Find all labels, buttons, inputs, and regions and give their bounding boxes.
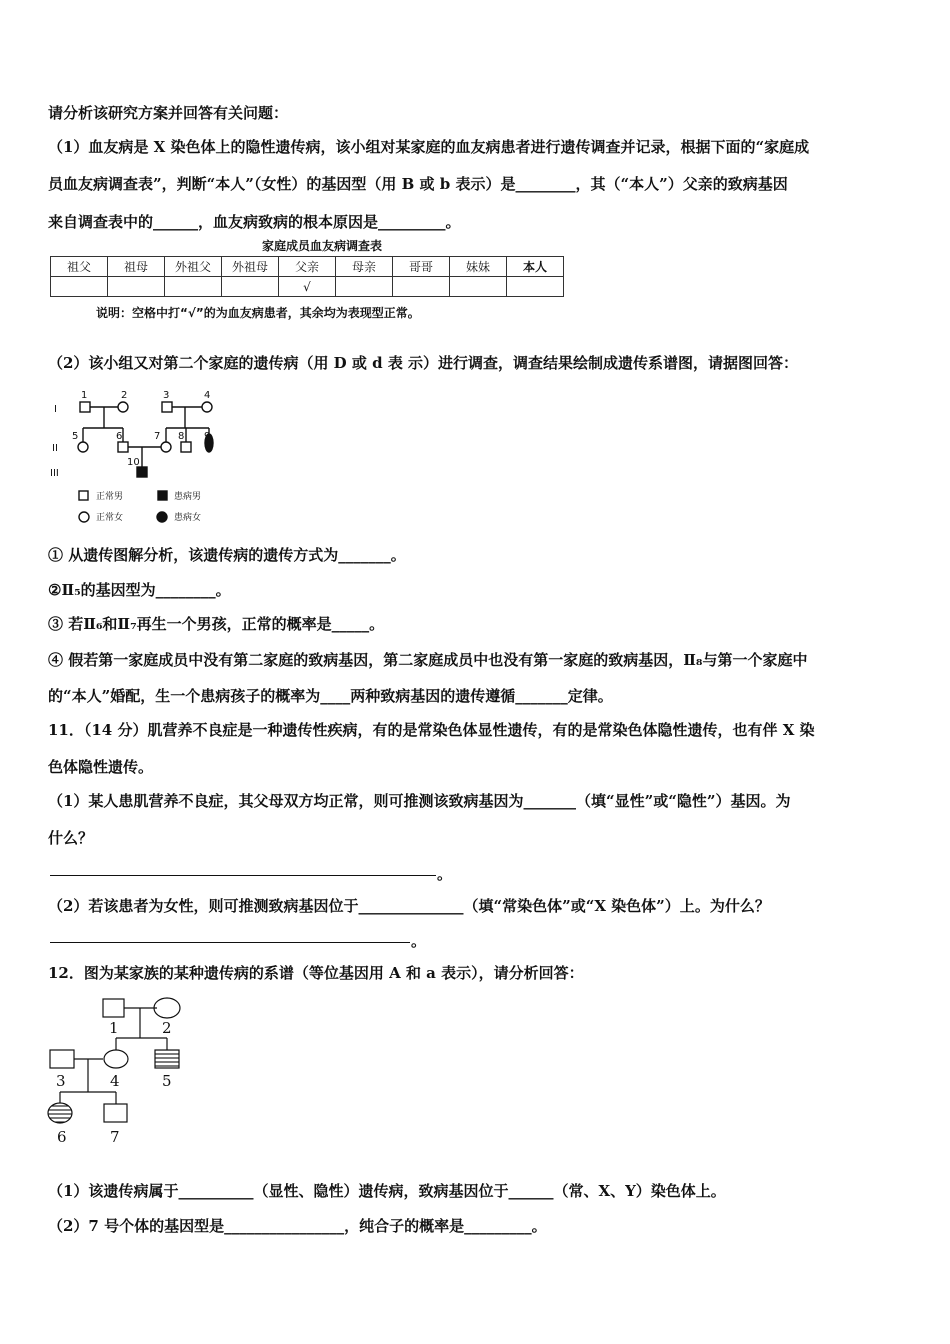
survey-mark-cell: [336, 277, 393, 297]
individual-number: 5: [72, 431, 79, 442]
survey-mark-row: [51, 277, 564, 297]
individual-number: 10: [127, 457, 140, 468]
q2-sub3: ③ 若Ⅱ₆和Ⅱ₇再生一个男孩，正常的概率是_____。: [48, 615, 385, 633]
individual-3-normal-male: [162, 402, 172, 412]
survey-mark-cell: [507, 277, 564, 297]
legend-affected-male-symbol: [158, 491, 167, 500]
q2-sub2: ②Ⅱ₅的基因型为________。: [48, 581, 231, 599]
q11-p2-end: 。: [411, 932, 427, 950]
individual-number: 7: [110, 1128, 120, 1146]
individual-4-normal-female: [104, 1050, 128, 1068]
survey-table-title: 家庭成员血友病调查表: [262, 239, 383, 253]
intro-text: 请分析该研究方案并回答有关问题：: [48, 104, 289, 122]
individual-number: 2: [162, 1019, 172, 1037]
individual-7-normal-male: [104, 1104, 127, 1122]
generation-label: I: [54, 404, 57, 415]
legend-normal-male-label: 正常男: [96, 492, 124, 502]
individual-2-normal-female: [154, 998, 180, 1018]
survey-header-cell: 母亲: [336, 257, 393, 277]
q12-p1: （1）该遗传病属于__________（显性、隐性）遗传病，致病基因位于______（常、X、Y）染色体上。: [48, 1182, 726, 1200]
individual-number: 7: [154, 431, 161, 442]
q2-sub4-line1: ④ 假若第一家庭成员中没有第二家庭的致病基因，第二家庭成员中也没有第一家庭的致病基因，Ⅱ₈与第一个家庭中: [48, 651, 808, 669]
survey-header-row: [51, 257, 564, 277]
legend-affected-female-symbol: [157, 512, 167, 522]
legend-normal-female-label: 正常女: [96, 513, 124, 523]
survey-table: [50, 256, 564, 297]
survey-mark-cell: √: [279, 277, 336, 297]
q11-line2: 色体隐性遗传。: [48, 758, 154, 776]
individual-number: 6: [116, 431, 123, 442]
legend-normal-female-symbol: [79, 512, 89, 522]
survey-mark-cell: [165, 277, 222, 297]
pedigree-diagram-2: [44, 992, 204, 1152]
survey-header-cell: 父亲: [279, 257, 336, 277]
individual-1-normal-male: [80, 402, 90, 412]
answer-blank-line: [50, 942, 410, 943]
individual-number: 1: [109, 1019, 119, 1037]
q2-intro: （2）该小组又对第二个家庭的遗传病（用 D 或 d 表 示）进行调查，调查结果绘制成遗传系谱图，请据图回答：: [48, 354, 799, 372]
q2-sub1: ① 从遗传图解分析，该遗传病的遗传方式为_______。: [48, 546, 406, 564]
individual-4-normal-female: [202, 402, 212, 412]
q1-line1: （1）血友病是 X 染色体上的隐性遗传病，该小组对某家庭的血友病患者进行遗传调查并记录，根据下面的“家庭成: [48, 138, 810, 156]
q12-p2: （2）7 号个体的基因型是________________，纯合子的概率是_________。: [48, 1217, 547, 1235]
legend-normal-male-symbol: [79, 491, 88, 500]
legend-affected-male-label: 患病男: [174, 492, 202, 502]
individual-number: 3: [163, 390, 170, 401]
survey-header-cell: 本人: [507, 257, 564, 277]
individual-5-normal-female: [78, 442, 88, 452]
individual-number: 3: [56, 1072, 66, 1090]
q11-p1-end: 。: [437, 865, 453, 883]
individual-5-affected-male: [155, 1050, 179, 1068]
individual-10-affected-male: [137, 467, 147, 477]
q1-line3: 来自调查表中的______，血友病致病的根本原因是_________。: [48, 213, 461, 231]
q2-sub4-line2: 的“本人”婚配，生一个患病孩子的概率为____两种致病基因的遗传遵循_______定律。: [48, 687, 613, 705]
q11-line1: 11．（14 分）肌营养不良症是一种遗传性疾病，有的是常染色体显性遗传，有的是常染色体隐性遗传，也有伴 X 染: [48, 721, 815, 739]
q1-line2: 员血友病调查表”，判断“本人”（女性）的基因型（用 B 或 b 表示）是________，其（“本人”）父亲的致病基因: [48, 175, 788, 193]
q12-intro: 12．图为某家族的某种遗传病的系谱（等位基因用 A 和 a 表示），请分析回答：: [48, 964, 584, 982]
individual-number: 6: [57, 1128, 67, 1146]
survey-mark-cell: [51, 277, 108, 297]
survey-header-cell: 妹妹: [450, 257, 507, 277]
survey-mark-cell: [108, 277, 165, 297]
individual-number: 2: [121, 390, 128, 401]
individual-number: 5: [162, 1072, 172, 1090]
individual-number: 1: [81, 390, 88, 401]
individual-6-normal-male: [118, 442, 128, 452]
q11-p1-line2: 什么？: [48, 829, 94, 847]
legend-affected-female-label: 患病女: [174, 513, 202, 523]
individual-3-normal-male: [50, 1050, 74, 1068]
survey-mark-cell: [393, 277, 450, 297]
q11-p1-line1: （1）某人患肌营养不良症，其父母双方均正常，则可推测该致病基因为_______（填“显性”或“隐性”）基因。为: [48, 792, 791, 810]
generation-label: III: [50, 468, 59, 479]
individual-1-normal-male: [103, 999, 124, 1017]
individual-7-normal-female: [161, 442, 171, 452]
individual-number: 9: [204, 431, 211, 442]
survey-mark-cell: [450, 277, 507, 297]
pedigree-diagram-1: [44, 385, 274, 530]
survey-header-cell: 祖母: [108, 257, 165, 277]
individual-6-affected-female: [48, 1103, 72, 1123]
answer-blank-line: [50, 875, 436, 876]
survey-header-cell: 哥哥: [393, 257, 450, 277]
q11-p2: （2）若该患者为女性，则可推测致病基因位于______________（填“常染色体”或“X 染色体”）上。为什么？: [48, 897, 770, 915]
generation-label: II: [52, 443, 58, 454]
survey-header-cell: 祖父: [51, 257, 108, 277]
individual-2-normal-female: [118, 402, 128, 412]
survey-table-note: 说明：空格中打“√”的为血友病患者，其余均为表现型正常。: [96, 306, 420, 320]
individual-number: 4: [110, 1072, 120, 1090]
survey-mark-cell: [222, 277, 279, 297]
survey-header-cell: 外祖父: [165, 257, 222, 277]
individual-number: 4: [204, 390, 211, 401]
individual-number: 8: [178, 431, 185, 442]
survey-header-cell: 外祖母: [222, 257, 279, 277]
individual-8-normal-male: [181, 442, 191, 452]
